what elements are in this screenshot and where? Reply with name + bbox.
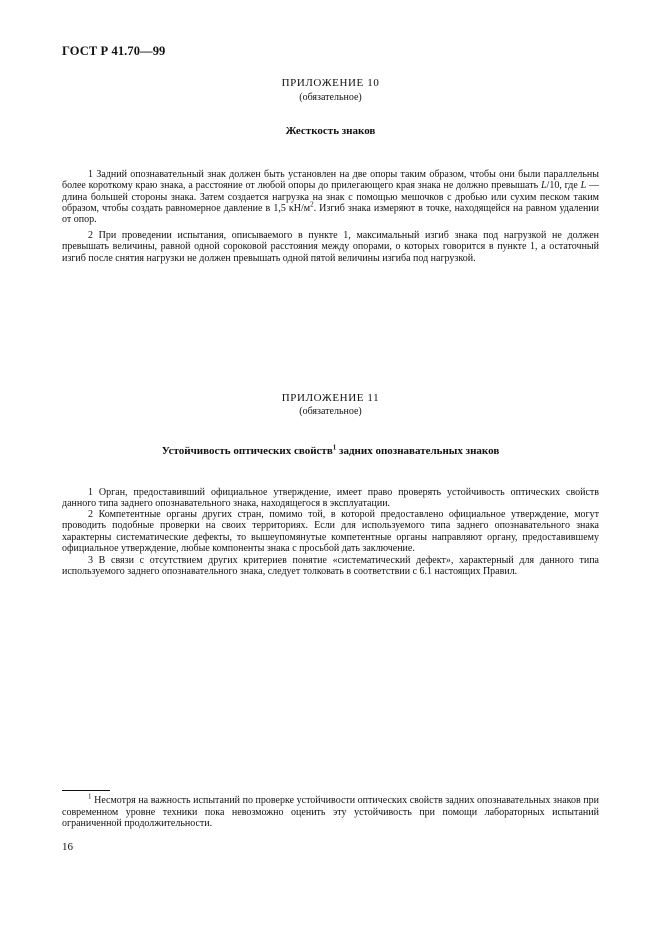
appendix-11-paragraph-3: 3 В связи с отсутствием других критериев понятие «систематический дефект», характерный для данного типа используемого заднего опознавательного знака, следует толковать в соответствии с 6.1 настоящих Правил. [62,555,599,578]
footnote-divider [62,790,110,791]
page-number: 16 [62,841,73,853]
appendix-10-heading: Жесткость знаков [285,125,376,137]
appendix-10-paragraph-1: 1 Задний опознавательный знак должен быть установлен на две опоры таким образом, чтобы они были параллельны более короткому краю знака, а расстояние от любой опоры до прилегающего края знака не должно превышать L/10, где L — длина большей стороны знака. Затем создается нагрузка на знак с помощью мешочков с дробью или сухим песком таким образом, чтобы создать равномерное давление в 1,5 $кН/м^2$. Изгиб знака измеряют в точке, находящейся на равном удалении от опор. [62,169,599,226]
appendix-11-title: ПРИЛОЖЕНИЕ 11 [281,392,380,404]
appendix-10-paragraph-2: 2 При проведении испытания, описываемого в пункте 1, максимальный изгиб знака под нагрузкой не должен превышать величины, равной одной сороковой расстояния между опорами, о которых говорится в пункте 1, а остаточный изгиб после снятия нагрузки не должен превышать одной пятой величины изгиба под нагрузкой. [62,230,599,264]
footnote: $^1$ Несмотря на важность испытаний по проверке устойчивости оптических свойств задних опознавательных знаков при современном уровне техники пока невозможно оценить эту устойчивость при помощи лабораторных испытаний ограниченной продолжительности. [62,792,600,829]
appendix-11-paragraph-2: 2 Компетентные органы других стран, помимо той, в которой предоставлено официальное утверждение, могут проводить подобные проверки на своих территориях. Если для используемого типа заднего опознавательного знака характерны систематические дефекты, то вышеупомянутые компетентные органы направляют органу, предоставившему официальное утверждение, любые компоненты знака с просьбой дать заключение. [62,509,599,554]
document-code: ГОСТ Р 41.70—99 [62,44,166,58]
appendix-11-heading: Устойчивость оптических свойств$^1$ задних опознавательных знаков [161,443,500,457]
appendix-10-title: ПРИЛОЖЕНИЕ 10 [281,77,380,89]
appendix-10-note: (обязательное) [299,92,362,103]
appendix-11-note: (обязательное) [299,406,362,417]
appendix-11-paragraph-1: 1 Орган, предоставивший официальное утверждение, имеет право проверять устойчивость оптических свойств данного типа заднего опознавательного знака, находящегося в эксплуатации. [62,487,599,510]
footnote-mark: 1 [88,792,92,801]
